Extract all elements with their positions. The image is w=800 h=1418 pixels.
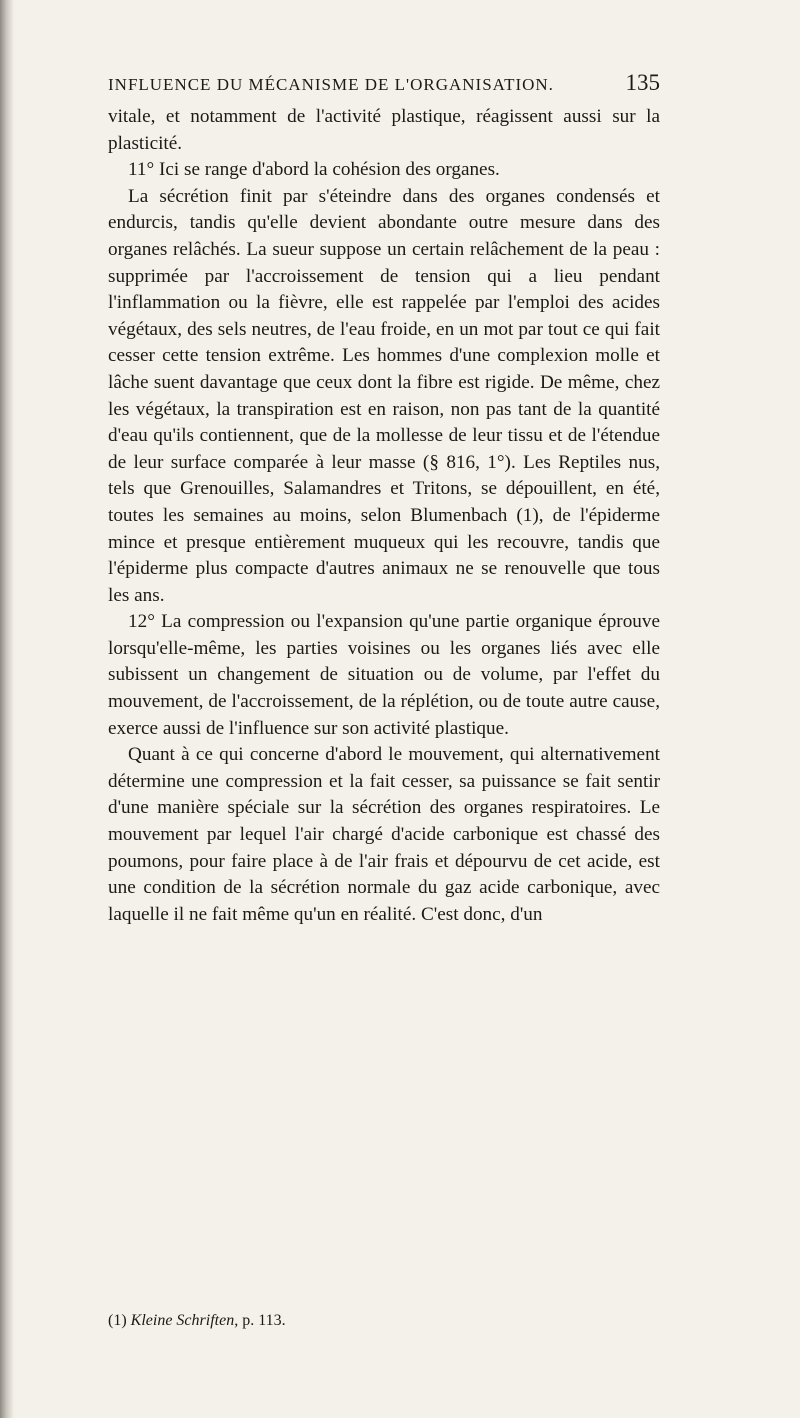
- running-head-title: INFLUENCE DU MÉCANISME DE L'ORGANISATION.: [108, 75, 554, 94]
- body-text: [108, 104, 660, 928]
- running-head: [108, 70, 660, 96]
- footnote-title: Kleine Schriften: [130, 1312, 235, 1329]
- paragraph-11: 11° Ici se range d'abord la cohésion des organes.: [128, 159, 500, 181]
- paragraph-12: 12° La compression ou l'expansion qu'une partie organique éprouve lorsqu'elle-même, les parties voisines ou les organes liés avec elle subissent un changement de situation ou de volume, par l'effet du mouvement, de l'accroissement, de la réplétion, ou de toute autre cause, exerce aussi de l'influence sur son activité plastique.: [108, 611, 660, 739]
- footnote-ref: , p. 113.: [234, 1312, 286, 1329]
- paragraph-continuation: vitale, et notamment de l'activité plastique, réagissent aussi sur la plasticité.: [108, 106, 660, 154]
- paragraph-mouvement: Quant à ce qui concerne d'abord le mouvement, qui alternativement détermine une compression et la fait cesser, sa puissance se fait sentir d'une manière spéciale sur la sécrétion des organes respiratoires. Le mouvement par lequel l'air chargé d'acide carbonique est chassé des poumons, pour faire place à de l'air frais et dépourvu de cet acide, est une condition de la sécrétion normale du gaz acide carbonique, avec laquelle il ne fait même qu'un en réalité. C'est donc, d'un: [108, 744, 660, 925]
- page-binding-edge: [0, 0, 14, 1418]
- book-page: [108, 70, 660, 928]
- page-number: 135: [625, 70, 660, 95]
- paragraph-secretion: La sécrétion finit par s'éteindre dans des organes condensés et endurcis, tandis qu'elle devient abondante outre mesure dans des organes relâchés. La sueur suppose un certain relâchement de la peau : supprimée par l'accroissement de tension qui a lieu pendant l'inflammation ou la fièvre, elle est rappelée par l'emploi des acides végétaux, des sels neutres, de l'eau froide, en un mot par tout ce qui fait cesser cette tension extrême. Les hommes d'une complexion molle et lâche suent davantage que ceux dont la fibre est rigide. De même, chez les végétaux, la transpiration est en raison, non pas tant de la quantité d'eau qu'ils contiennent, que de la mollesse de leur tissu et de l'étendue de leur surface comparée à leur masse (§ 816, 1°). Les Reptiles nus, tels que Grenouilles, Salamandres et Tritons, se dépouillent, en été, toutes les semaines au moins, selon Blumenbach (1), de l'épiderme mince et presque entièrement muqueux qui les recouvre, tandis que l'épiderme plus compacte d'autres animaux ne se renouvelle que tous les ans.: [108, 185, 660, 606]
- footnote: [108, 1312, 286, 1330]
- footnote-marker: (1): [108, 1312, 127, 1329]
